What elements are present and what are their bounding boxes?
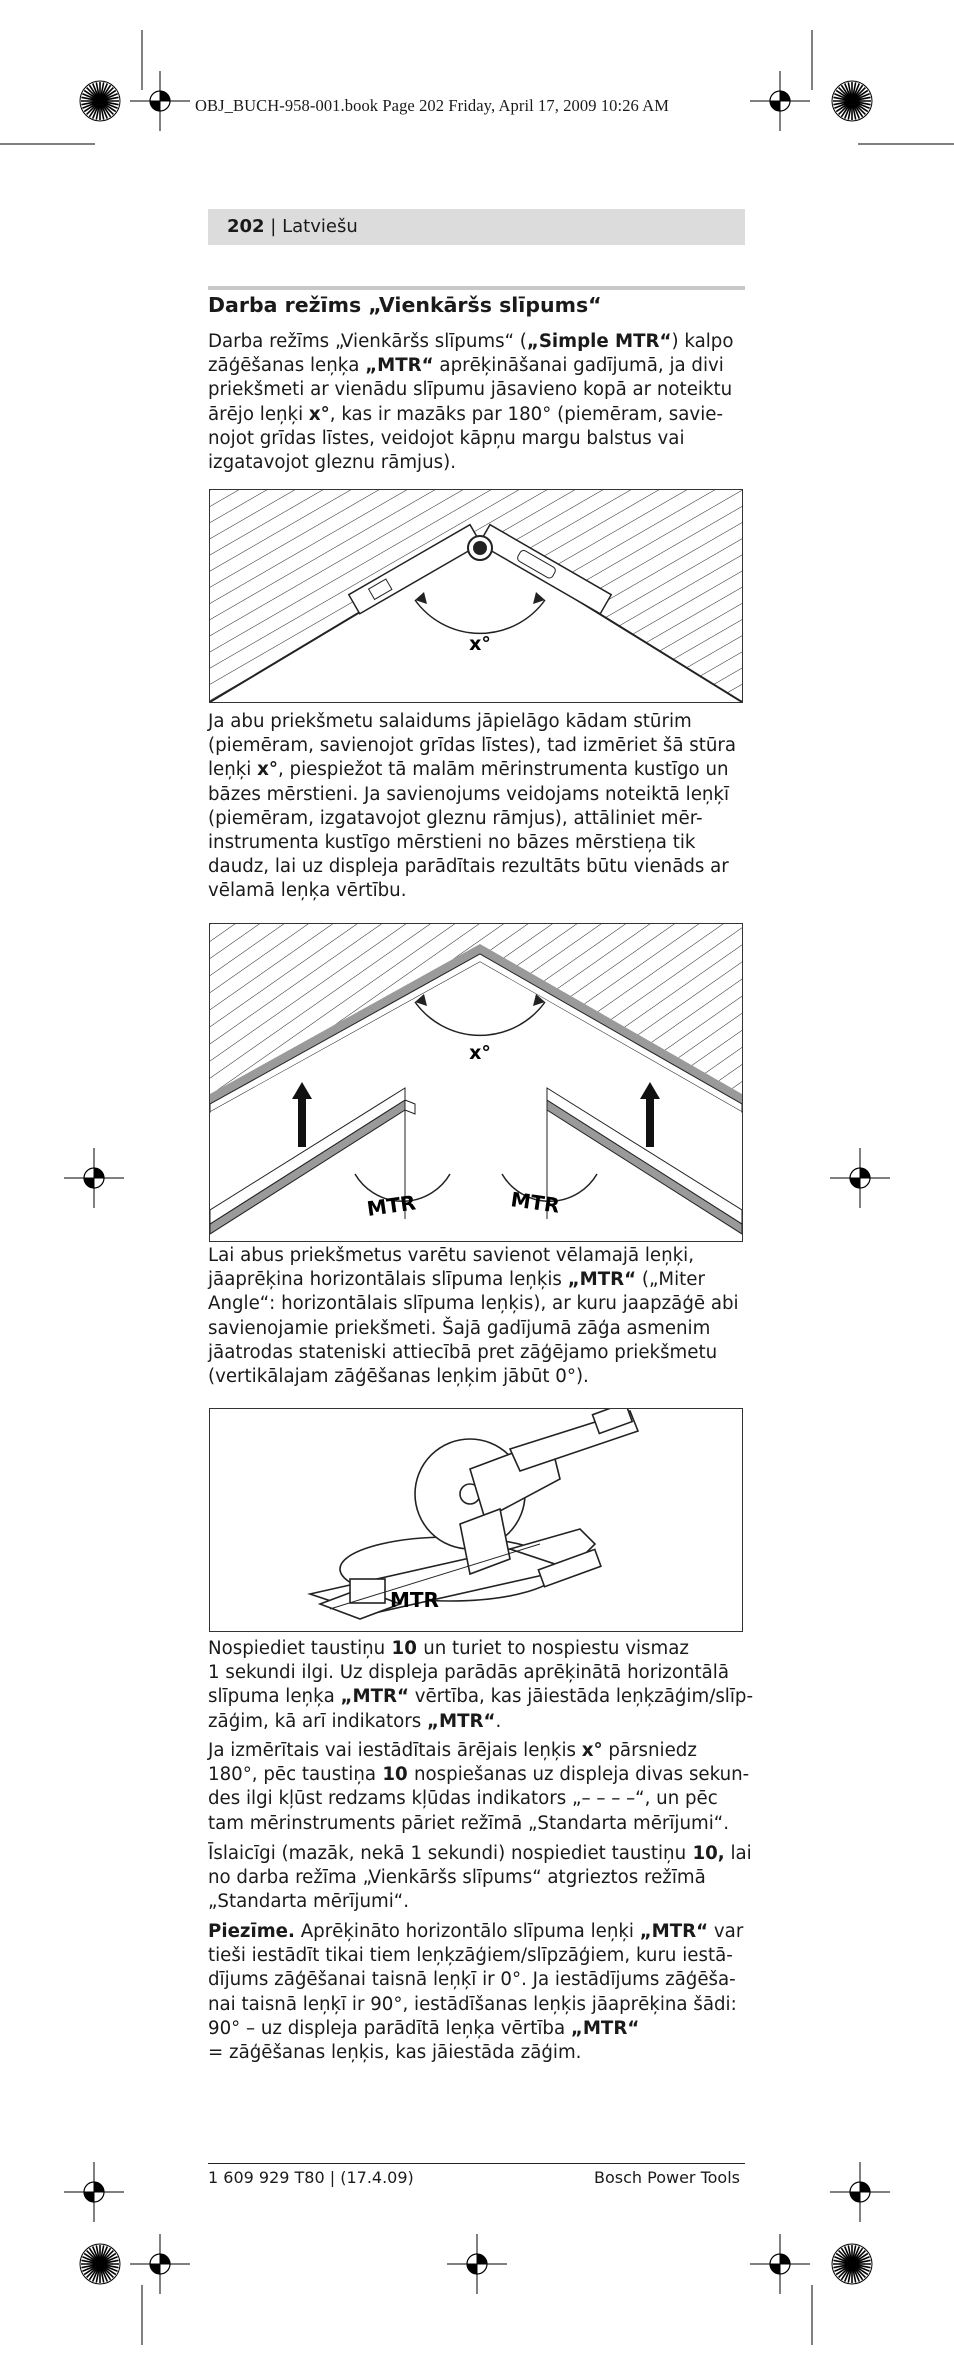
text-line: jāatrodas stateniski attiecībā pret zāģējamo priekšmetu xyxy=(208,1341,718,1363)
figure-saw-drawing xyxy=(210,1409,742,1631)
text-line: (piemēram, savienojot grīdas līstes), tad izmēriet šā stūra xyxy=(208,735,737,757)
text-line: Ja abu priekšmetu salaidums jāpielāgo kādam stūrim xyxy=(208,711,692,732)
text-line: Ja izmērītais vai iestādītais ārējais leņķis x° pārsniedz xyxy=(208,1740,697,1761)
text-line: vēlamā leņķa vērtību. xyxy=(208,880,407,902)
text-line: „Standarta mērījumi“. xyxy=(208,1891,409,1913)
text-line: tieši iestādīt tikai tiem leņķzāģiem/slīpzāģiem, kuru iestā- xyxy=(208,1945,733,1967)
figure-miter-drawing xyxy=(210,924,742,1241)
text-line: Angle“: horizontālais slīpuma leņķis), ar kuru jaapzāģē abi xyxy=(208,1293,739,1315)
footer-brand: Bosch Power Tools xyxy=(594,2168,740,2187)
paragraph-mtr-explanation xyxy=(208,1244,748,1389)
paragraph-return-mode xyxy=(208,1842,752,1915)
text-line: nojot grīdas līstes, veidojot kāpņu margu balstus vai xyxy=(208,427,685,449)
text-line: daudz, lai uz displeja parādītais rezultāts būtu vienāds ar xyxy=(208,856,729,878)
text-line: dījums zāģēšanai taisnā leņķī ir 0°. Ja iestādījums zāģēša- xyxy=(208,1969,736,1991)
text-line: Darba režīms „Vienkāršs slīpums“ („Simple MTR“) kalpo xyxy=(208,331,734,352)
text-line: Piezīme. Aprēķināto horizontālo slīpuma leņķi „MTR“ var xyxy=(208,1921,744,1942)
page-number: 202 xyxy=(227,216,265,237)
text-line: leņķi x°, piespiežot tā malām mērinstrumenta kustīgo un xyxy=(208,759,729,781)
text-line: instrumenta kustīgo mērstieni no bāzes mērstieņa tik xyxy=(208,832,696,854)
figure-corner-drawing xyxy=(210,490,742,702)
text-line: 90° – uz displeja parādītā leņķa vērtība „MTR“ xyxy=(208,2017,640,2039)
text-line: (piemēram, izgatavojot gleznu rāmjus), attāliniet mēr- xyxy=(208,807,703,829)
text-line: Lai abus priekšmetus varētu savienot vēlamajā leņķi, xyxy=(208,1245,695,1266)
book-header-line: OBJ_BUCH-958-001.book Page 202 Friday, April 17, 2009 10:26 AM xyxy=(195,96,670,115)
text-line: 180°, pēc taustiņa 10 nospiešanas uz displeja divas sekun- xyxy=(208,1764,750,1786)
text-line: bāzes mērstieni. Ja savienojums veidojams noteiktā leņķī xyxy=(208,783,730,805)
text-line: zāģim, kā arī indikators „MTR“. xyxy=(208,1710,502,1732)
text-line: des ilgi kļūst redzams kļūdas indikators „– – – –“, un pēc xyxy=(208,1788,718,1810)
figure-corner-measurement xyxy=(209,489,743,703)
text-line: tam mērinstruments pāriet režīmā „Standarta mērījumi“. xyxy=(208,1812,729,1834)
footer-doc-number: 1 609 929 T80 | (17.4.09) xyxy=(208,2168,414,2187)
angle-label: x° xyxy=(469,633,491,655)
page-language: Latviešu xyxy=(282,216,358,237)
text-line: no darba režīma „Vienkāršs slīpums“ atgrieztos režīmā xyxy=(208,1867,706,1889)
paragraph-note xyxy=(208,1920,748,2065)
section-rule xyxy=(208,286,745,290)
text-line: Īslaicīgi (mazāk, nekā 1 sekundi) nospiediet taustiņu 10, lai xyxy=(208,1843,752,1864)
paragraph-intro xyxy=(208,330,748,475)
text-line: slīpuma leņķa „MTR“ vērtība, kas jāiestāda leņķzāģim/slīp- xyxy=(208,1686,754,1708)
mtr-label-right: MTR xyxy=(509,1187,562,1218)
text-line: savienojamie priekšmeti. Šajā gadījumā zāģa asmenim xyxy=(208,1317,711,1339)
text-line: Nospiediet taustiņu 10 un turiet to nospiestu vismaz xyxy=(208,1638,689,1659)
text-line: jāaprēķina horizontālais slīpuma leņķis „MTR“ („Miter xyxy=(208,1269,705,1291)
section-title: Darba režīms „Vienkāršs slīpums“ xyxy=(208,293,602,317)
text-line: zāģēšanas leņķa „MTR“ aprēķināšanai gadījumā, ja divi xyxy=(208,355,724,377)
figure-miter-saw xyxy=(209,1408,743,1632)
page-header-text: 202 | Latviešu xyxy=(227,216,358,237)
text-line: nai taisnā leņķī ir 90°, iestādīšanas leņķis jāaprēķina šādi: xyxy=(208,1993,737,2015)
text-line: (vertikālajam zāģēšanas leņķim jābūt 0°). xyxy=(208,1366,589,1388)
mtr-label: MTR xyxy=(390,1588,439,1612)
text-line: 1 sekundi ilgi. Uz displeja parādās aprēķinātā horizontālā xyxy=(208,1662,729,1684)
paragraph-error-indicator xyxy=(208,1739,748,1836)
footer-rule xyxy=(208,2163,745,2164)
mtr-label-left: MTR xyxy=(365,1190,418,1221)
paragraph-measure-corner xyxy=(208,710,748,904)
text-line: = zāģēšanas leņķis, kas jāiestāda zāģim. xyxy=(208,2042,582,2064)
text-line: ārējo leņķi x°, kas ir mazāks par 180° (piemēram, savie- xyxy=(208,403,724,425)
text-line: priekšmeti ar vienādu slīpumu jāsavieno kopā ar noteiktu xyxy=(208,379,733,401)
paragraph-press-button xyxy=(208,1637,754,1734)
figure-miter-angle xyxy=(209,923,743,1242)
page-header-bar xyxy=(208,209,745,245)
text-line: izgatavojot gleznu rāmjus). xyxy=(208,452,456,474)
angle-label: x° xyxy=(469,1042,491,1064)
